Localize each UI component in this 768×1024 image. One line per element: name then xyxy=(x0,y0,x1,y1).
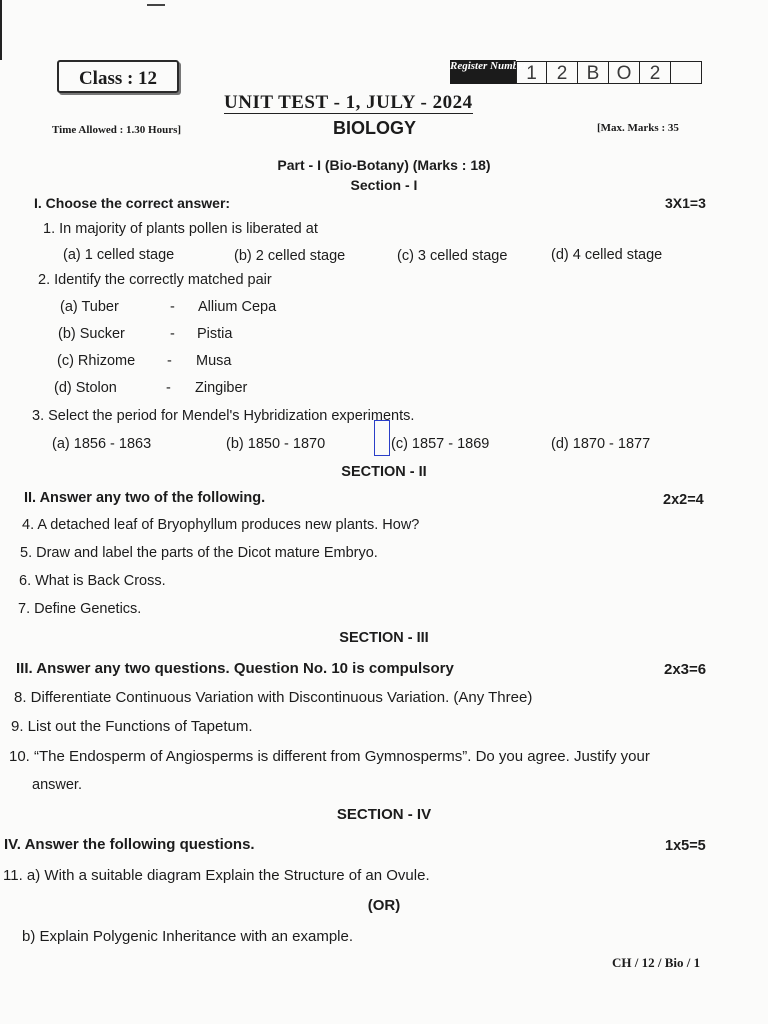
register-digit: B xyxy=(578,61,609,84)
time-allowed: Time Allowed : 1.30 Hours] xyxy=(52,124,182,136)
register-digit: 1 xyxy=(516,61,547,84)
register-digit: O xyxy=(609,61,640,84)
question-11b: b) Explain Polygenic Inheritance with an example. xyxy=(22,928,354,945)
question-7: 7. Define Genetics. xyxy=(18,601,142,617)
option-a: (a) 1856 - 1863 xyxy=(52,436,152,452)
max-marks: [Max. Marks : 35 xyxy=(597,122,679,134)
pair-match: Allium Cepa xyxy=(198,299,277,315)
register-digit: 2 xyxy=(547,61,578,84)
pair-dash: - xyxy=(166,380,171,396)
text-cursor-box xyxy=(374,420,390,456)
scan-edge-mark xyxy=(147,4,165,6)
question-4: 4. A detached leaf of Bryophyllum produces new plants. How? xyxy=(22,517,420,533)
pair-match: Zingiber xyxy=(195,380,248,396)
pair-label: (c) Rhizome xyxy=(57,353,136,369)
option-a: (a) 1 celled stage xyxy=(63,247,175,263)
scan-edge-mark xyxy=(0,0,2,60)
register-digit: 2 xyxy=(640,61,671,84)
question-10: 10. “The Endosperm of Angiosperms is different from Gymnosperms”. Do you agree. Justify your xyxy=(9,748,650,765)
question-8: 8. Differentiate Continuous Variation with Discontinuous Variation. (Any Three) xyxy=(14,689,533,706)
section-heading: Section - I xyxy=(350,177,418,193)
section-heading: SECTION - III xyxy=(339,630,429,646)
question-2: 2. Identify the correctly matched pair xyxy=(38,272,272,288)
section-heading: SECTION - IV xyxy=(336,806,432,823)
pair-label: (a) Tuber xyxy=(60,299,119,315)
class-label: Class : 12 xyxy=(57,60,179,93)
exam-title: UNIT TEST - 1, JULY - 2024 xyxy=(224,92,473,113)
part-heading: Part - I (Bio-Botany) (Marks : 18) xyxy=(277,157,491,173)
question-11a: 11. a) With a suitable diagram Explain the Structure of an Ovule. xyxy=(3,867,430,884)
section-instruction: II. Answer any two of the following. xyxy=(24,490,266,506)
section-marks: 2x2=4 xyxy=(663,492,704,508)
section-marks: 3X1=3 xyxy=(665,195,706,211)
pair-match: Pistia xyxy=(197,326,233,342)
section-instruction: III. Answer any two questions. Question No. 10 is compulsory xyxy=(16,660,454,677)
option-d: (d) 1870 - 1877 xyxy=(551,436,651,452)
pair-dash: - xyxy=(170,326,175,342)
question-6: 6. What is Back Cross. xyxy=(19,573,166,589)
question-3: 3. Select the period for Mendel's Hybridization experiments. xyxy=(32,408,415,424)
option-c: (c) 1857 - 1869 xyxy=(391,436,490,452)
question-1: 1. In majority of plants pollen is liberated at xyxy=(43,221,318,237)
option-b: (b) 2 celled stage xyxy=(234,248,346,264)
option-b: (b) 1850 - 1870 xyxy=(226,436,326,452)
subject-title: BIOLOGY xyxy=(333,118,417,138)
question-5: 5. Draw and label the parts of the Dicot mature Embryo. xyxy=(20,545,378,561)
question-10-continuation: answer. xyxy=(32,777,82,793)
section-instruction: IV. Answer the following questions. xyxy=(4,836,255,853)
pair-dash: - xyxy=(170,299,175,315)
register-number-label: Register Number xyxy=(450,60,516,84)
or-divider: (OR) xyxy=(367,897,401,914)
option-c: (c) 3 celled stage xyxy=(397,248,508,264)
section-marks: 1x5=5 xyxy=(665,838,706,854)
paper-code: CH / 12 / Bio / 1 xyxy=(612,955,701,970)
register-number-boxes xyxy=(516,61,702,84)
pair-match: Musa xyxy=(196,353,232,369)
pair-label: (b) Sucker xyxy=(58,326,125,342)
option-d: (d) 4 celled stage xyxy=(551,247,663,263)
pair-dash: - xyxy=(167,353,172,369)
question-9: 9. List out the Functions of Tapetum. xyxy=(11,718,253,735)
section-heading: SECTION - II xyxy=(341,464,427,480)
register-digit xyxy=(671,61,702,84)
pair-label: (d) Stolon xyxy=(54,380,117,396)
section-marks: 2x3=6 xyxy=(664,661,707,678)
section-instruction: I. Choose the correct answer: xyxy=(34,195,231,211)
